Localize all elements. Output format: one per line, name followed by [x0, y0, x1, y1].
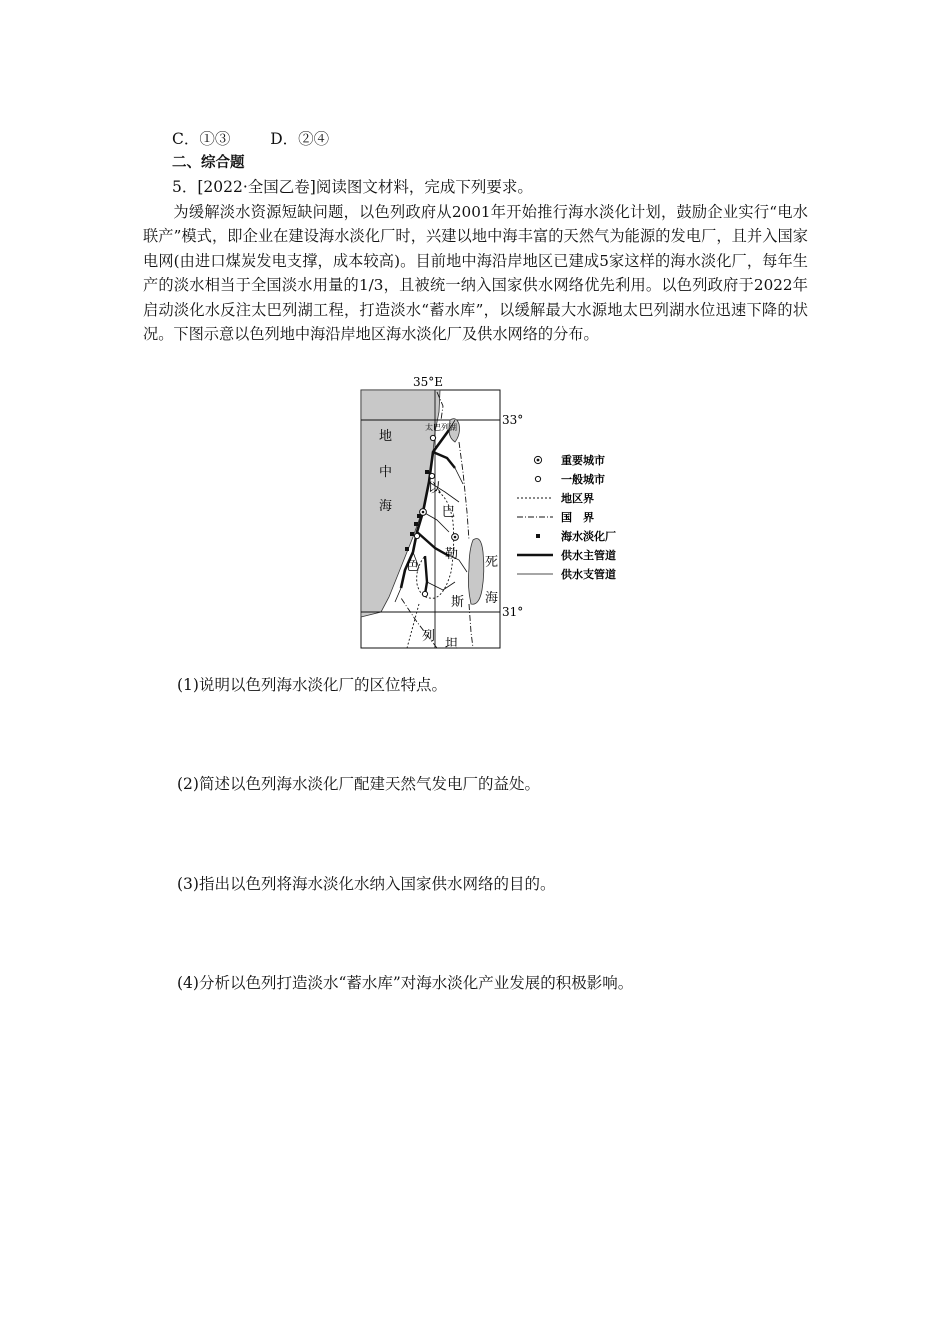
- palestine-char-1: 巴: [442, 505, 456, 520]
- option-c: C．①③: [172, 130, 231, 148]
- desalination-plant-1: [425, 470, 429, 474]
- city-marker: [414, 533, 419, 538]
- sea-name-1: 地: [379, 429, 393, 444]
- lat-33-label: 33°: [502, 413, 524, 427]
- passage: 为缓解淡水资源短缺问题，以色列政府从2001年开始推行海水淡化计划，鼓励企业实行“电水联产”模式，即企业在建设海水淡化厂时，兴建以地中海丰富的天然气为能源的发电厂，且并入国家电网(由进口煤炭发电支撑，成本较高)。目前地中海沿岸地区已建成5家这样的海水淡化厂，每年生产的淡水相当于全国淡水用量的1/3，且被统一纳入国家供水网络优先利用。以色列政府于2022年启动淡化水反注太巴列湖工程，打造淡水“蓄水库”，以缓解最大水源地太巴列湖水位迅速下降的状况。下图示意以色列地中海沿岸地区海水淡化厂及供水网络的分布。: [143, 203, 808, 344]
- israel-char-2: 色: [406, 559, 420, 574]
- city-icon: [535, 476, 540, 481]
- palestine-char-2: 勒: [445, 547, 459, 562]
- israel-desalination-map: [355, 372, 655, 654]
- city-marker: [422, 591, 427, 596]
- desalination-plant-icon: [536, 534, 540, 538]
- legend-region-boundary: 地区界: [561, 492, 594, 505]
- sea-name-2: 中: [379, 465, 393, 480]
- legend-desalination-plant: 海水淡化厂: [561, 530, 616, 543]
- longitude-label: 35°E: [413, 375, 444, 389]
- question-header: 5．[2022·全国乙卷]阅读图文材料，完成下列要求。: [172, 178, 533, 196]
- dead-sea-char-1: 死: [485, 555, 499, 570]
- major-city-dot: [422, 511, 425, 514]
- legend-city: 一般城市: [561, 473, 605, 486]
- legend-major-city: 重要城市: [561, 454, 605, 467]
- desalination-plant-3: [414, 522, 418, 526]
- israel-char-3: 列: [422, 629, 436, 644]
- sub-question-1: (1)说明以色列海水淡化厂的区位特点。: [177, 676, 447, 694]
- lat-31-label: 31°: [502, 605, 524, 619]
- option-d: D．②④: [270, 130, 330, 148]
- lake-label: 太巴列湖: [425, 423, 457, 432]
- options-line: [172, 127, 329, 151]
- sub-question-4: (4)分析以色列打造淡水“蓄水库”对海水淡化产业发展的积极影响。: [177, 974, 634, 992]
- map-legend: [517, 453, 616, 581]
- city-marker: [429, 473, 434, 478]
- palestine-char-4: 坦: [445, 637, 459, 652]
- desalination-plant-4: [410, 532, 414, 536]
- legend-national-boundary: 国 界: [561, 511, 594, 524]
- legend-branch-pipeline: 供水支管道: [561, 568, 616, 581]
- desalination-plant-5: [405, 547, 409, 551]
- major-city-icon-dot: [537, 459, 540, 462]
- legend-main-pipeline: 供水主管道: [561, 549, 616, 562]
- city-marker: [430, 435, 435, 440]
- major-city-dot: [454, 536, 457, 539]
- dead-sea-char-2: 海: [485, 591, 499, 606]
- section-heading: 二、综合题: [172, 155, 245, 171]
- sub-question-2: (2)简述以色列海水淡化厂配建天然气发电厂的益处。: [177, 775, 540, 793]
- israel-char-1: 以: [428, 481, 442, 496]
- sea-name-3: 海: [379, 499, 393, 514]
- sub-question-3: (3)指出以色列将海水淡化水纳入国家供水网络的目的。: [177, 875, 556, 893]
- palestine-char-3: 斯: [451, 595, 465, 610]
